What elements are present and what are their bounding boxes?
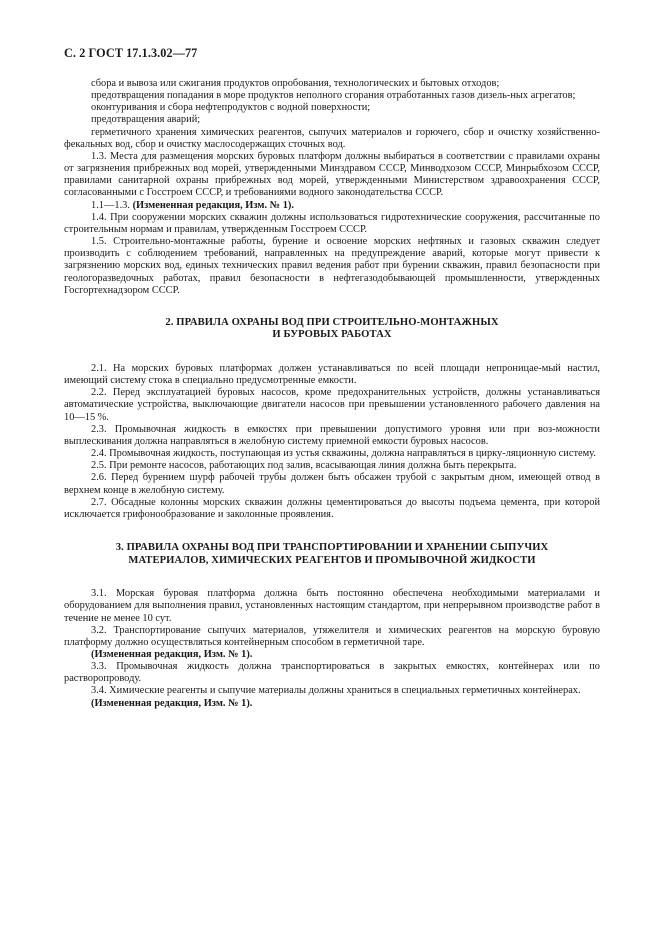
paragraph: герметичного хранения химических реагентов, сыпучих материалов и горючего, сбор и очистку хозяйственно-фекальных вод, сбор и очистку маслосодержащих сточных вод. <box>64 126 600 150</box>
paragraph-3-3: 3.3. Промывочная жидкость должна транспортироваться в закрытых емкостях, контейнерах или по растворопроводу. <box>64 661 600 685</box>
section-3-title: 3. ПРАВИЛА ОХРАНЫ ВОД ПРИ ТРАНСПОРТИРОВАНИИ И ХРАНЕНИИ СЫПУЧИХ МАТЕРИАЛОВ, ХИМИЧЕСКИХ РЕАГЕНТОВ И ПРОМЫВОЧНОЙ ЖИДКОСТИ <box>115 542 549 566</box>
amendment-text: (Измененная редакция, Изм. № 1). <box>132 199 294 211</box>
paragraph-3-2: 3.2. Транспортирование сыпучих материалов, утяжелителя и химических реагентов на морскую буровую платформу должно осуществляться контейнерным способом в герметичной таре. <box>64 624 600 648</box>
paragraph: предотвращения попадания в море продуктов неполного сгорания отработанных газов дизель-ных агрегатов; <box>91 90 576 102</box>
paragraph-1-3: 1.3. Места для размещения морских буровых платформ должны выбираться в соответствии с правилами охраны от загрязнения прибрежных вод морей, утвержденными Минздравом СССР, Минводхозом СССР, Минрыбхозом СССР, правилами санитарной охраны прибрежных вод морей, утвержденными Министерством здравоохранения СССР, согласованными с Госстроем СССР, и требованиями водного законодательства СССР. <box>64 150 600 199</box>
page-header: С. 2 ГОСТ 17.1.3.02—77 <box>64 46 198 60</box>
paragraph-2-2: 2.2. Перед эксплуатацией буровых насосов, кроме предохранительных устройств, должны устанавливаться автоматические устройства, выключающие двигатели насосов при превышении установленного рабочего давления на 10—15 %. <box>64 387 600 423</box>
section-2-title: 2. ПРАВИЛА ОХРАНЫ ВОД ПРИ СТРОИТЕЛЬНО-МОНТАЖНЫХ И БУРОВЫХ РАБОТАХ <box>165 316 499 341</box>
paragraph-2-4: 2.4. Промывочная жидкость, поступающая из устья скважины, должна направляться в цирку-ляционную систему. <box>91 448 596 460</box>
paragraph-2-6: 2.6. Перед бурением шурф рабочей трубы должен быть обсажен трубой с закрытым дном, имеющей отвод в верхнем конце в желобную систему. <box>64 472 600 496</box>
paragraph-2-1: 2.1. На морских буровых платформах должен устанавливаться по всей площади непроницае-мый настил, имеющий систему стока в специально предусмотренные емкости. <box>64 363 600 387</box>
amendment-note-3-2: (Измененная редакция, Изм. № 1). <box>91 649 253 660</box>
paragraph-1-4: 1.4. При сооружении морских скважин должны использоваться гидротехнические сооружения, рассчитанные по строительным нормам и правилам, утвержденным Госстроем СССР. <box>64 211 600 235</box>
document-body <box>64 78 600 710</box>
paragraph-2-5: 2.5. При ремонте насосов, работающих под залив, всасывающая линия должна быть перекрыта. <box>91 460 517 472</box>
paragraph-2-3: 2.3. Промывочная жидкость в емкостях при превышении допустимого уровня или при воз-можности выплескивания должна направляться в желобную систему приемной емкости буровых насосов. <box>64 423 600 447</box>
amendment-prefix: 1.1—1.3. <box>91 199 133 211</box>
paragraph-3-1: 3.1. Морская буровая платформа должна быть постоянно обеспечена необходимыми материалами и оборудованием для выполнения правил, установленных настоящим стандартом, при непрерывном производстве работ в течение не менее 10 сут. <box>64 588 600 624</box>
paragraph-3-4: 3.4. Химические реагенты и сыпучие материалы должны храниться в специальных герметичных контейнерах. <box>91 685 581 697</box>
paragraph-1-5: 1.5. Строительно-монтажные работы, бурение и освоение морских нефтяных и газовых скважин следует производить с соблюдением требований, направленных на предупреждение аварий, которые могут привести к загрязнению морских вод, единых технических правил ведения работ при бурении скважин, правил безопасности при геологоразведочных работах, правил безопасности в нефтегазодобывающей промышленности, утвержденных Госгортехнадзором СССР. <box>64 236 600 296</box>
paragraph: предотвращения аварий; <box>91 114 201 126</box>
paragraph: оконтуривания и сбора нефтепродуктов с водной поверхности; <box>91 102 371 114</box>
amendment-note-1-1-1-3 <box>64 200 600 212</box>
paragraph: сбора и вывоза или сжигания продуктов опробования, технологических и бытовых отходов; <box>91 78 500 89</box>
paragraph-2-7: 2.7. Обсадные колонны морских скважин должны цементироваться до высоты подъема цемента, при которой исключается грифонообразование и заколонные проявления. <box>64 496 600 520</box>
amendment-note-3-4: (Измененная редакция, Изм. № 1). <box>91 697 253 709</box>
